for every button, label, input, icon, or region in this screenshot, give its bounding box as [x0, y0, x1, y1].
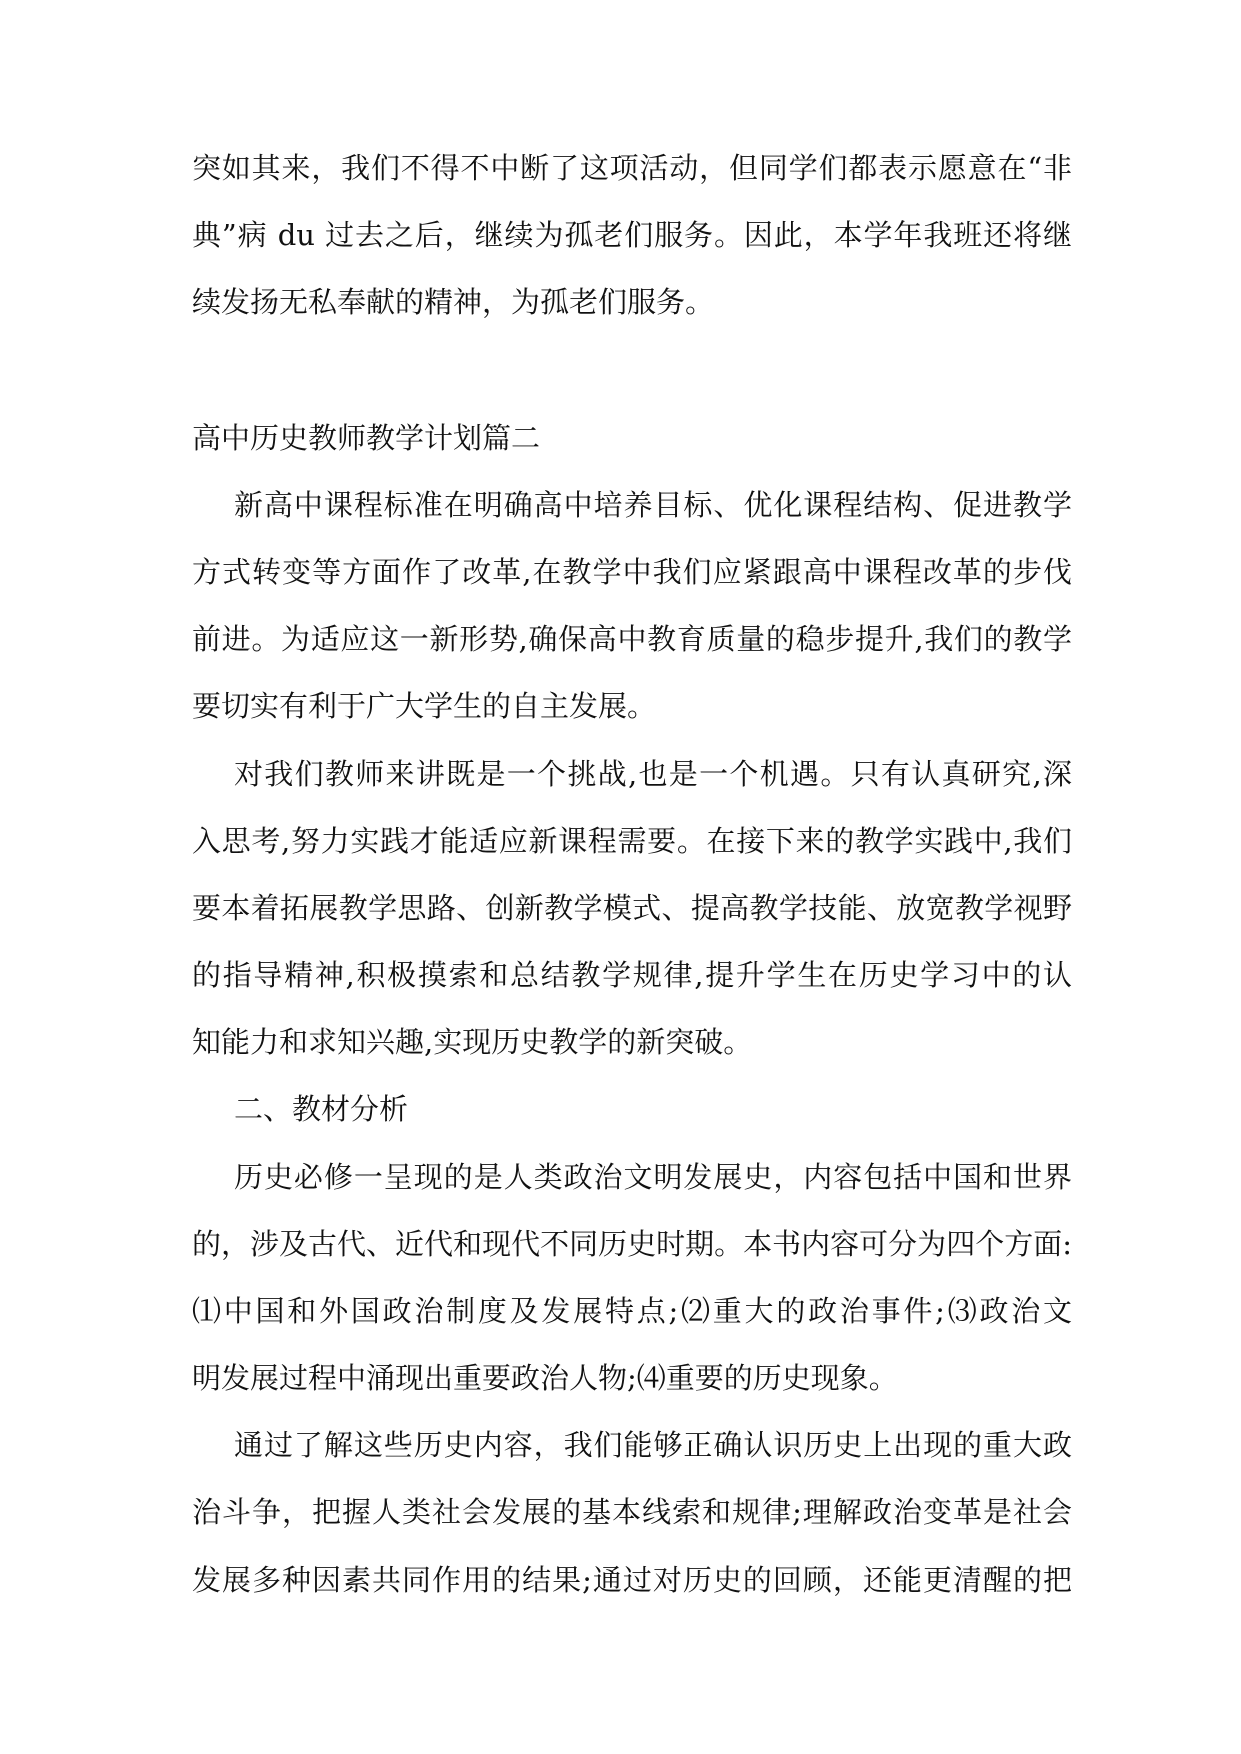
paragraph-line: 方式转变等方面作了改革,在教学中我们应紧跟高中课程改革的步伐	[192, 555, 1072, 589]
paragraph-line: 要切实有利于广大学生的自主发展。	[192, 689, 657, 723]
paragraph-line: 新高中课程标准在明确高中培养目标、优化课程结构、促进教学	[234, 488, 1072, 522]
paragraph-line: 续发扬无私奉献的精神，为孤老们服务。	[192, 285, 715, 319]
paragraph-line: 历史必修一呈现的是人类政治文明发展史，内容包括中国和世界	[234, 1160, 1072, 1194]
paragraph-line: 知能力和求知兴趣,实现历史教学的新突破。	[192, 1025, 753, 1059]
paragraph-line: 对我们教师来讲既是一个挑战,也是一个机遇。只有认真研究,深	[234, 757, 1072, 791]
paragraph-line: 的指导精神,积极摸索和总结教学规律,提升学生在历史学习中的认	[192, 958, 1072, 992]
paragraph-line: 典”病 du 过去之后，继续为孤老们服务。因此，本学年我班还将继	[192, 218, 1072, 252]
paragraph-line: 前进。为适应这一新形势,确保高中教育质量的稳步提升,我们的教学	[192, 622, 1072, 656]
paragraph-line: 治斗争，把握人类社会发展的基本线索和规律;理解政治变革是社会	[192, 1495, 1072, 1529]
paragraph-line: 的，涉及古代、近代和现代不同历史时期。本书内容可分为四个方面:	[192, 1227, 1072, 1261]
paragraph-line: 要本着拓展教学思路、创新教学模式、提高教学技能、放宽教学视野	[192, 891, 1072, 925]
paragraph-line: 入思考,努力实践才能适应新课程需要。在接下来的教学实践中,我们	[192, 824, 1072, 858]
section-title: 高中历史教师教学计划篇二	[192, 421, 541, 455]
paragraph-line: 发展多种因素共同作用的结果;通过对历史的回顾，还能更清醒的把	[192, 1563, 1072, 1597]
paragraph-line: 通过了解这些历史内容，我们能够正确认识历史上出现的重大政	[234, 1428, 1072, 1462]
paragraph-line: ⑴中国和外国政治制度及发展特点;⑵重大的政治事件;⑶政治文	[192, 1294, 1072, 1328]
section-heading: 二、教材分析	[234, 1092, 409, 1126]
paragraph-line: 明发展过程中涌现出重要政治人物;⑷重要的历史现象。	[192, 1361, 898, 1395]
paragraph-line: 突如其来，我们不得不中断了这项活动，但同学们都表示愿意在“非	[192, 151, 1072, 185]
